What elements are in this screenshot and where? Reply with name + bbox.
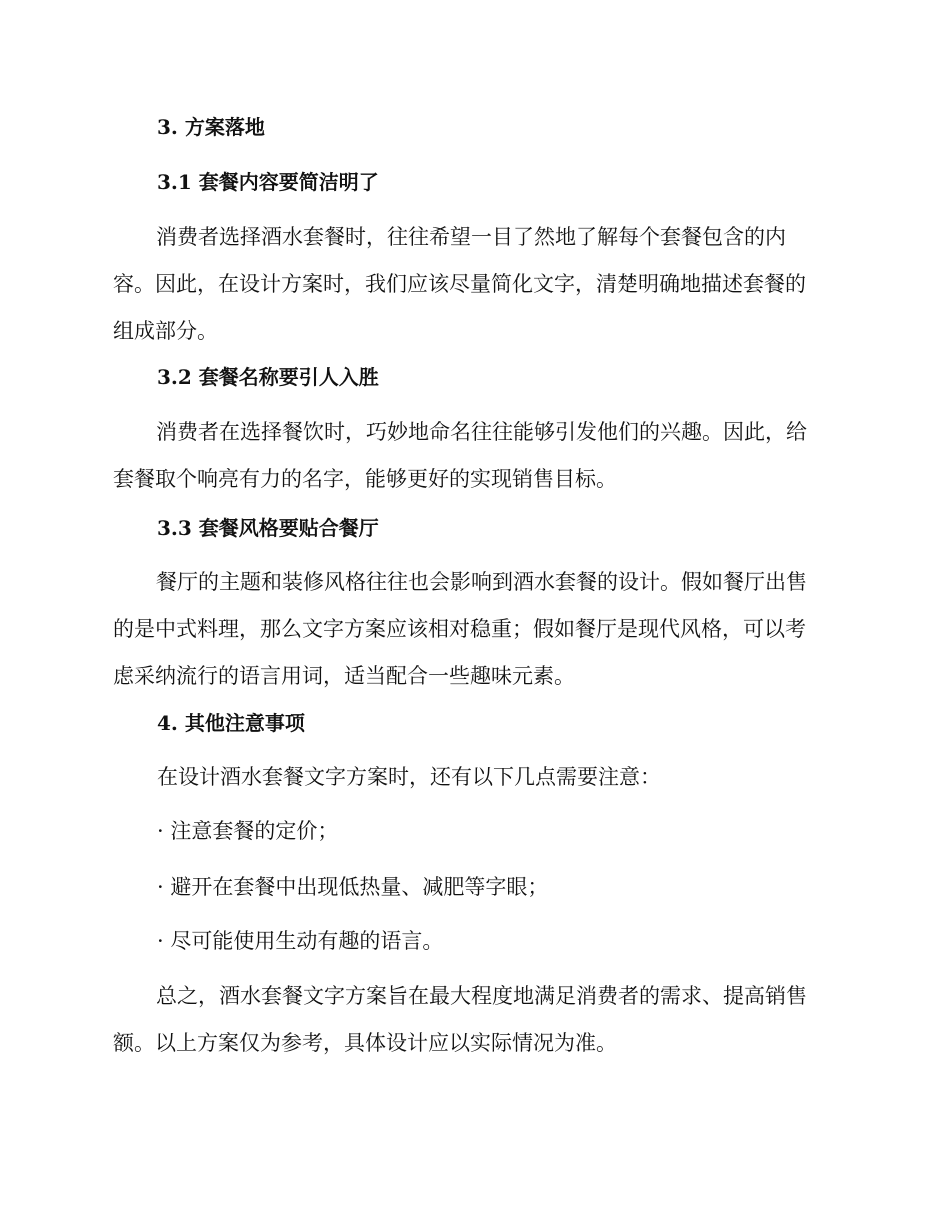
bullet-item: · 避开在套餐中出现低热量、减肥等字眼； xyxy=(157,875,549,899)
bullet-item: · 尽可能使用生动有趣的语言。 xyxy=(157,929,444,953)
section-heading-3-3: 3.3 套餐风格要贴合餐厅 xyxy=(157,516,379,540)
paragraph-3-1 xyxy=(113,214,833,355)
paragraph-line: 消费者在选择餐饮时，巧妙地命名往往能够引发他们的兴趣。因此，给 xyxy=(156,420,807,444)
paragraph-line: 的是中式料理，那么文字方案应该相对稳重；假如餐厅是现代风格，可以考 xyxy=(113,617,806,641)
section-heading-3: 3. 方案落地 xyxy=(157,115,265,139)
paragraph-line: 餐厅的主题和装修风格往往也会影响到酒水套餐的设计。假如餐厅出售 xyxy=(156,570,807,594)
section-heading-3-1: 3.1 套餐内容要简洁明了 xyxy=(157,170,379,194)
notes-intro: 在设计酒水套餐文字方案时，还有以下几点需要注意： xyxy=(157,765,661,789)
paragraph-line: 容。因此，在设计方案时，我们应该尽量简化文字，清楚明确地描述套餐的 xyxy=(113,272,806,296)
paragraph-line: 消费者选择酒水套餐时，往往希望一目了然地了解每个套餐包含的内 xyxy=(156,225,786,249)
section-heading-4: 4. 其他注意事项 xyxy=(157,711,305,735)
conclusion-paragraph xyxy=(113,973,833,1067)
paragraph-line: 总之，酒水套餐文字方案旨在最大程度地满足消费者的需求、提高销售 xyxy=(156,984,807,1008)
bullet-item: · 注意套餐的定价； xyxy=(157,819,339,843)
paragraph-3-2 xyxy=(113,409,833,503)
paragraph-line: 虑采纳流行的语言用词，适当配合一些趣味元素。 xyxy=(113,664,575,688)
paragraph-line: 套餐取个响亮有力的名字，能够更好的实现销售目标。 xyxy=(113,467,617,491)
paragraph-3-3 xyxy=(113,559,833,700)
paragraph-line: 组成部分。 xyxy=(113,319,218,343)
section-heading-3-2: 3.2 套餐名称要引人入胜 xyxy=(157,365,379,389)
paragraph-line: 额。以上方案仅为参考，具体设计应以实际情况为准。 xyxy=(113,1031,617,1055)
